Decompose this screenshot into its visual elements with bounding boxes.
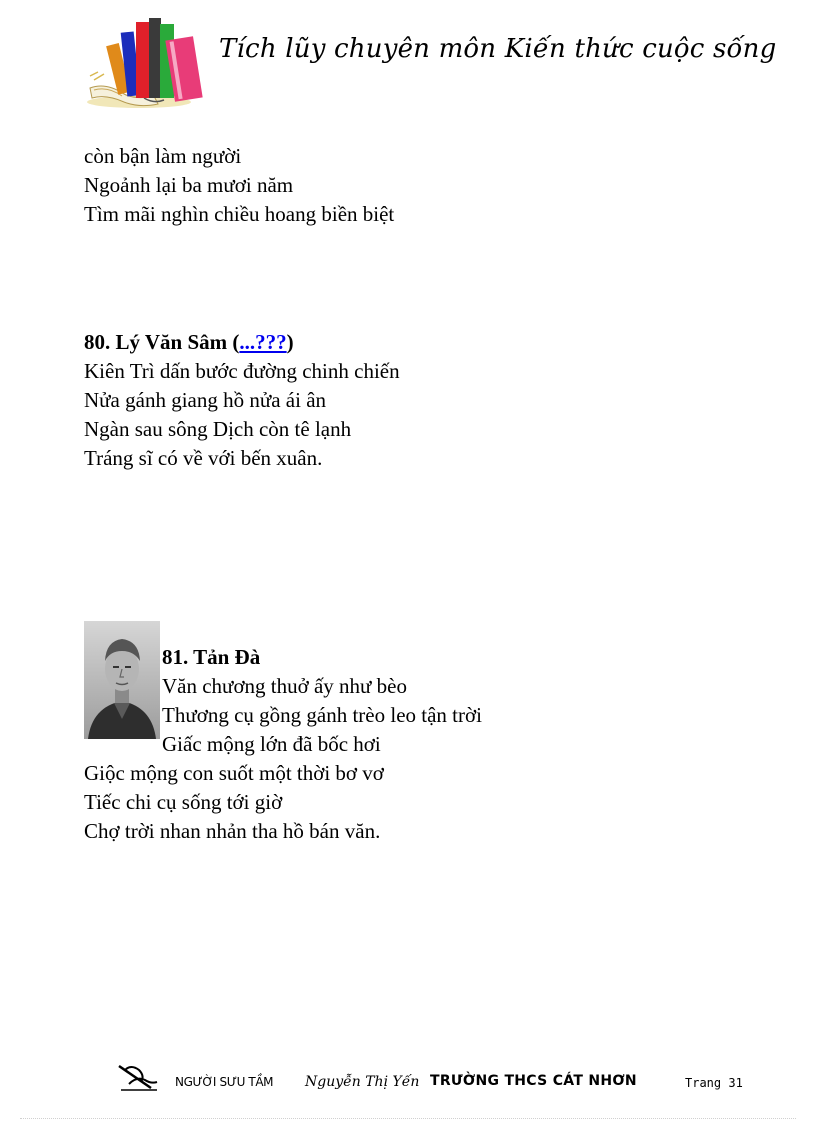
footer-divider: [20, 1118, 796, 1119]
poem-81-line-6: Chợ trời nhan nhản tha hồ bán văn.: [84, 819, 381, 843]
intro-line-3: Tìm mãi nghìn chiều hoang biền biệt: [84, 202, 395, 226]
poem-80-title: [84, 328, 294, 357]
poem-81-line-3: Giấc mộng lớn đã bốc hơi: [162, 732, 381, 756]
intro-line-2: Ngoảnh lại ba mươi năm: [84, 173, 294, 197]
poem-80-title-suffix: ): [286, 330, 294, 354]
poem-80-title-link[interactable]: ...???: [239, 330, 287, 354]
poem-80-line-1: Kiên Trì dấn bước đường chinh chiến: [84, 359, 400, 383]
page-header: [84, 14, 777, 114]
poem-80-title-prefix: 80. Lý Văn Sâm (: [84, 330, 240, 354]
footer-collector-label: NGƯỜI SƯU TẦM: [175, 1075, 274, 1089]
intro-line-1: còn bận làm người: [84, 144, 242, 168]
poem-81-line-1: Văn chương thuở ấy như bèo: [162, 674, 408, 698]
footer-collector-name: Nguyễn Thị Yến: [305, 1074, 420, 1090]
poem-80-line-3: Ngàn sau sông Dịch còn tê lạnh: [84, 417, 352, 441]
poem-80-line-4: Tráng sĩ có về với bến xuân.: [84, 446, 323, 470]
poem-81-line-2: Thương cụ gồng gánh trèo leo tận trời: [162, 703, 482, 727]
pen-writing-icon: [115, 1062, 161, 1094]
footer-school: TRƯỜNG THCS CÁT NHƠN: [430, 1073, 637, 1089]
poem-81-title: 81. Tản Đà: [162, 645, 261, 669]
poem-81-line-4: Giộc mộng con suốt một thời bơ vơ: [84, 761, 384, 785]
poem-80-line-2: Nửa gánh giang hồ nửa ái ân: [84, 388, 327, 412]
footer-page-number: Trang 31: [685, 1076, 743, 1090]
header-title: Tích lũy chuyên môn Kiến thức cuộc sống: [219, 34, 777, 64]
portrait-photo: [84, 621, 160, 739]
page-footer: [115, 1062, 755, 1096]
poem-81-line-5: Tiếc chi cụ sống tới giờ: [84, 790, 283, 814]
books-icon: [84, 14, 209, 112]
